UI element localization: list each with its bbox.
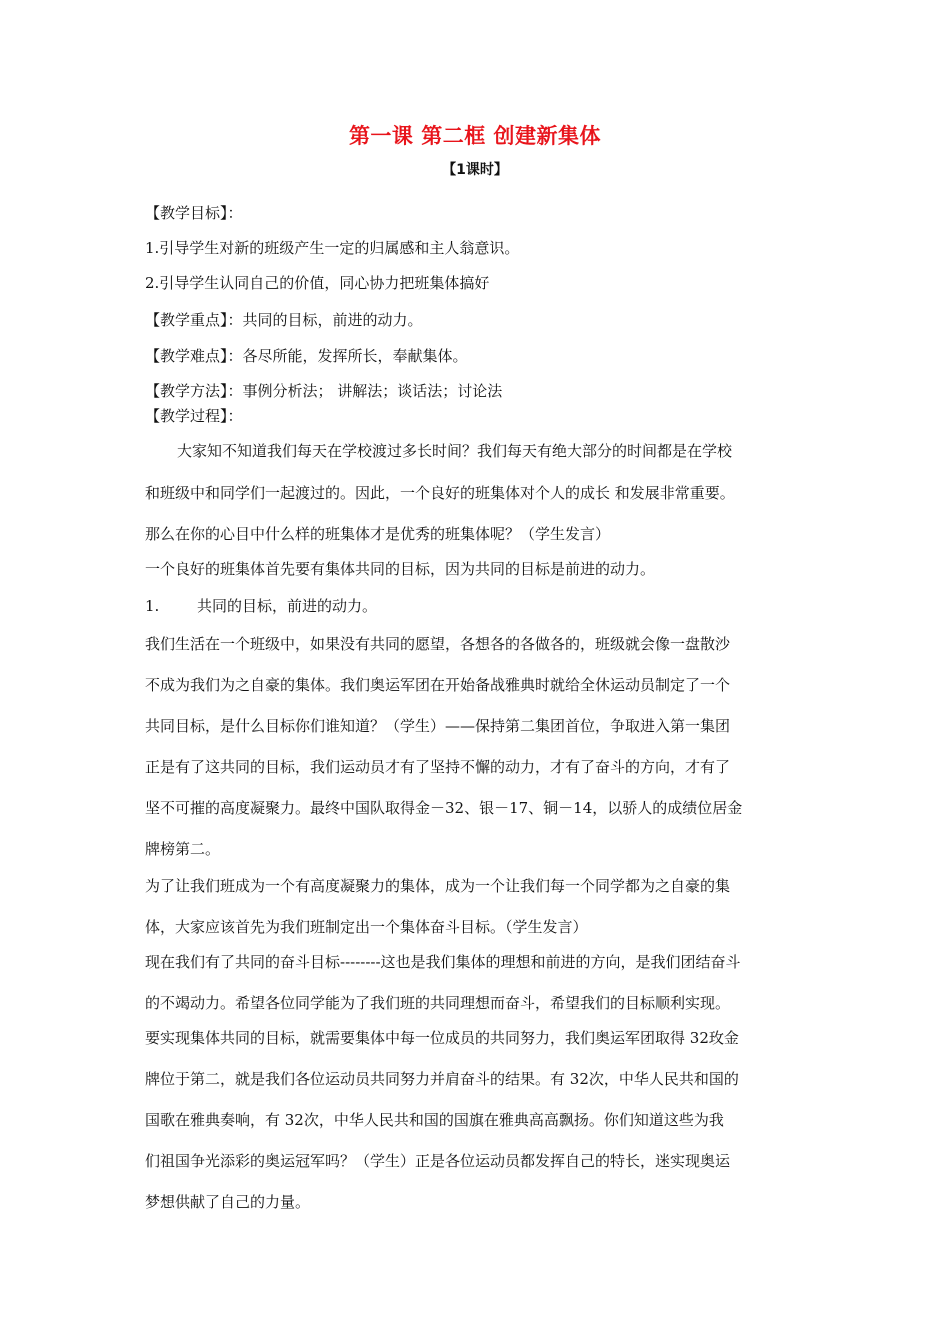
paragraph-line: 我们生活在一个班级中，如果没有共同的愿望，各想各的各做各的，班级就会像一盘散沙 [145,635,731,653]
section-title: 共同的目标，前进的动力。 [197,597,378,615]
paragraph-line: 梦想供献了自己的力量。 [145,1193,311,1211]
key-point: 【教学重点】：共同的目标，前进的动力。 [145,311,423,329]
paragraph-line: 和班级中和同学们一起渡过的。因此，一个良好的班集体对个人的成长 和发展非常重要。 [145,484,735,502]
section-heading [145,596,825,616]
paragraph-line: 那么在你的心目中什么样的班集体才是优秀的班集体呢？（学生发言） [145,525,611,543]
teaching-method: 【教学方法】：事例分析法； 讲解法；谈话法；讨论法 [145,382,503,400]
paragraph-line: 牌位于第二，就是我们各位运动员共同努力并肩奋斗的结果。有 32次，中华人民共和国的 [145,1070,739,1088]
paragraph-line: 国歌在雅典奏响，有 32次，中华人民共和国的国旗在雅典高高飘扬。你们知道这些为我 [145,1111,724,1129]
paragraph-line: 不成为我们为之自豪的集体。我们奥运军团在开始备战雅典时就给全休运动员制定了一个 [145,676,731,694]
paragraph-line: 们祖国争光添彩的奥运冠军吗？（学生）正是各位运动员都发挥自己的特长，迷实现奥运 [145,1152,731,1170]
paragraph-line: 大家知不知道我们每天在学校渡过多长时间？我们每天有绝大部分的时间都是在学校 [177,442,733,460]
paragraph-line: 一个良好的班集体首先要有集体共同的目标，因为共同的目标是前进的动力。 [145,560,656,578]
paragraph-line: 牌榜第二。 [145,840,221,858]
process-heading: 【教学过程】： [145,407,243,425]
objectives-heading: 【教学目标】： [145,204,243,222]
paragraph-line: 体，大家应该首先为我们班制定出一个集体奋斗目标。（学生发言） [145,918,588,936]
paragraph-line: 现在我们有了共同的奋斗目标--------这也是我们集体的理想和前进的方向，是我们团结奋斗 [145,953,741,971]
difficulty: 【教学难点】：各尽所能，发挥所长，奉献集体。 [145,347,468,365]
paragraph-line: 共同目标，是什么目标你们谁知道？（学生）——保持第二集团首位，争取进入第一集团 [145,717,731,735]
objective-1: 1.引导学生对新的班级产生一定的归属感和主人翁意识。 [145,239,520,257]
paragraph-line: 为了让我们班成为一个有高度凝聚力的集体，成为一个让我们每一个同学都为之自豪的集 [145,877,731,895]
paragraph-line: 坚不可摧的高度凝聚力。最终中国队取得金－32、银－17、铜－14，以骄人的成绩位居金 [145,799,743,817]
paragraph-line: 的不竭动力。希望各位同学能为了我们班的共同理想而奋斗，希望我们的目标顺利实现。 [145,994,731,1012]
paragraph-line: 要实现集体共同的目标，就需要集体中每一位成员的共同努力，我们奥运军团取得 32玫金 [145,1029,739,1047]
objective-2: 2.引导学生认同自己的价值，同心协力把班集体搞好 [145,274,490,292]
document-title: 第一课 第二框 创建新集体 [348,124,602,148]
paragraph-line: 正是有了这共同的目标，我们运动员才有了坚持不懈的动力，才有了奋斗的方向，才有了 [145,758,731,776]
section-number: 1. [145,597,160,615]
document-subtitle: 【1课时】 [442,162,508,178]
